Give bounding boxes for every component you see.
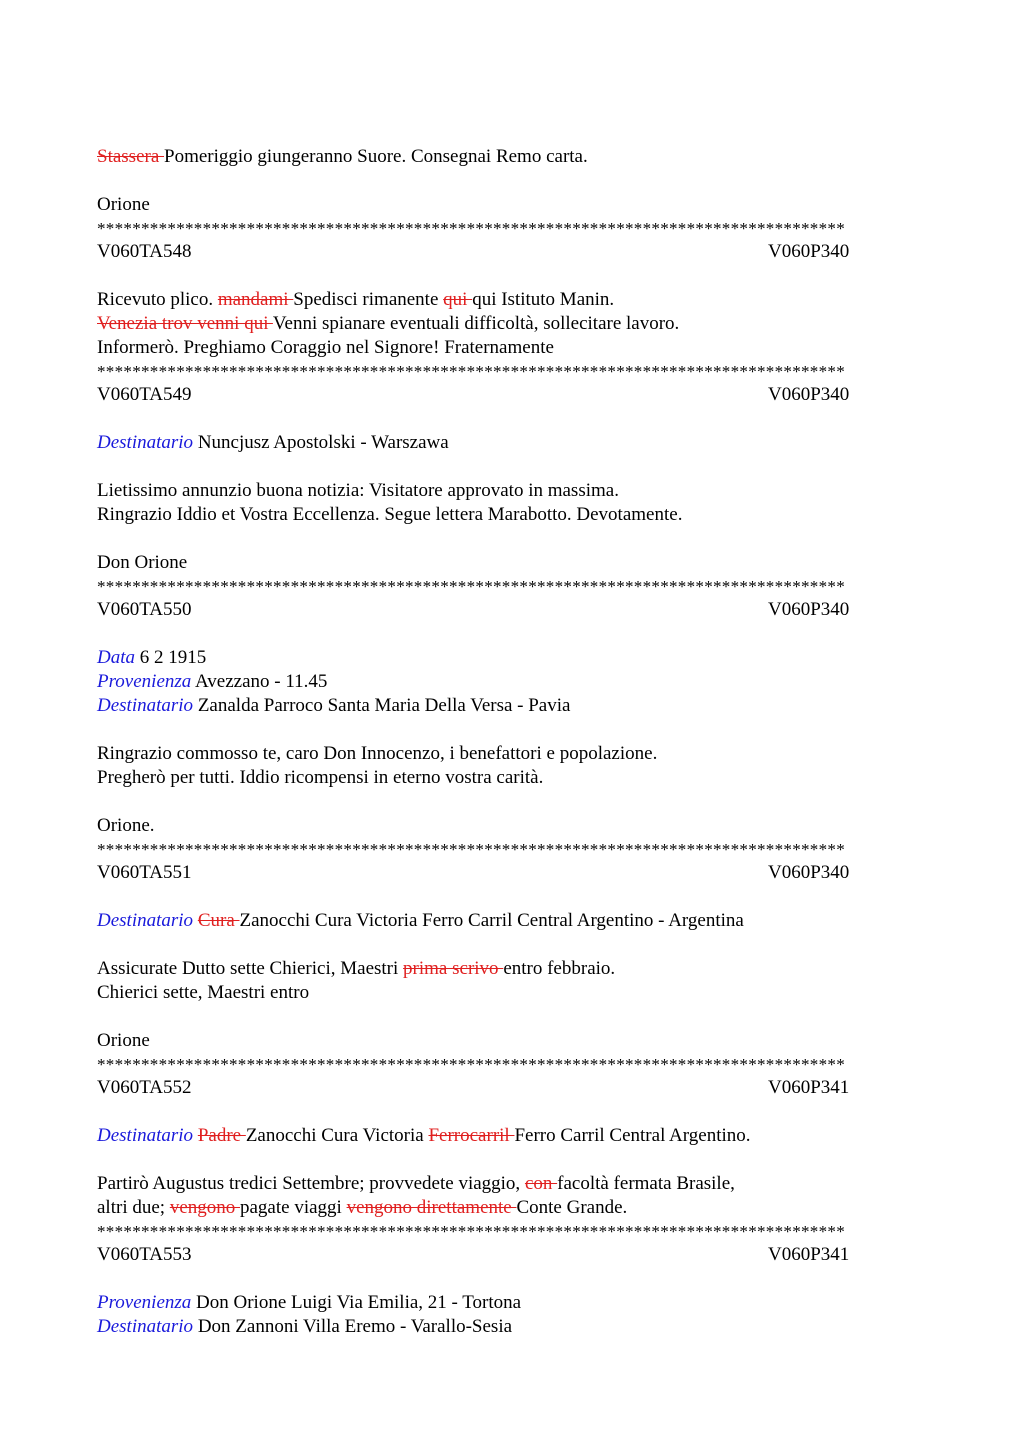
blank-line xyxy=(97,933,927,957)
blank-line xyxy=(97,885,927,909)
signature: Orione. xyxy=(97,815,155,836)
field-label: Destinatario xyxy=(97,1316,194,1337)
field-destinatario xyxy=(97,1315,927,1339)
text-run: pagate viaggi xyxy=(240,1197,347,1218)
page-code: V060P340 xyxy=(768,384,850,405)
deleted-text: Cura xyxy=(197,910,240,931)
text-run: Spedisci rimanente xyxy=(293,289,444,310)
document-code: V060TA548 xyxy=(97,241,192,262)
blank-line xyxy=(97,1005,927,1029)
blank-line xyxy=(97,718,927,742)
page-code: V060P341 xyxy=(768,1244,850,1265)
text-run: Nuncjusz Apostolski - Warszawa xyxy=(197,432,449,453)
field-provenienza xyxy=(97,670,927,694)
body-line xyxy=(97,766,927,790)
body-line xyxy=(97,479,927,503)
page-code: V060P340 xyxy=(768,599,850,620)
signature: Orione xyxy=(97,1030,150,1051)
entry-header xyxy=(97,240,927,264)
body-line xyxy=(97,503,927,527)
field-label: Destinatario xyxy=(97,432,194,453)
deleted-text: Venezia trov venni qui xyxy=(97,313,273,334)
field-destinatario xyxy=(97,909,927,933)
text-run: Ricevuto plico. xyxy=(97,289,218,310)
deleted-text: vengono direttamente xyxy=(346,1197,517,1218)
deleted-text: qui xyxy=(443,289,473,310)
text-run: Informerò. Preghiamo Coraggio nel Signore! Fraternamente xyxy=(97,337,554,358)
text-run: Ferro Carril Central Argentino. xyxy=(514,1125,751,1146)
field-data xyxy=(97,646,927,670)
signature: Don Orione xyxy=(97,552,188,573)
field-provenienza xyxy=(97,1291,927,1315)
blank-line xyxy=(97,407,927,431)
deleted-text: vengono xyxy=(169,1197,240,1218)
deleted-text: con xyxy=(524,1173,558,1194)
deleted-text: prima scrivo xyxy=(403,958,504,979)
entry-header xyxy=(97,598,927,622)
blank-line xyxy=(97,1100,927,1124)
field-destinatario xyxy=(97,694,927,718)
deleted-text: mandami xyxy=(217,289,294,310)
body-line xyxy=(97,288,927,312)
text-run: 6 2 1915 xyxy=(139,647,207,668)
deleted-text: Stassera xyxy=(97,146,165,167)
body-line xyxy=(97,145,927,169)
text-run: Zanalda Parroco Santa Maria Della Versa - Pavia xyxy=(197,695,571,716)
separator-line: ************************************************************************************* xyxy=(97,219,845,238)
blank-line xyxy=(97,1148,927,1172)
document-code: V060TA552 xyxy=(97,1077,192,1098)
blank-line xyxy=(97,455,927,479)
blank-line xyxy=(97,1267,927,1291)
separator-line: ************************************************************************************* xyxy=(97,1222,845,1241)
text-run: Assicurate Dutto sette Chierici, Maestri xyxy=(97,958,404,979)
text-run: Avezzano - 11.45 xyxy=(194,671,328,692)
blank-line xyxy=(97,169,927,193)
text-run: Ringrazio Iddio et Vostra Eccellenza. Segue lettera Marabotto. Devotamente. xyxy=(97,504,683,525)
text-run: Partirò Augustus tredici Settembre; provvedete viaggio, xyxy=(97,1173,525,1194)
text-run: Chierici sette, Maestri entro xyxy=(97,982,310,1003)
text-run: Venni spianare eventuali difficoltà, sollecitare lavoro. xyxy=(272,313,680,334)
field-label: Destinatario xyxy=(97,695,194,716)
document-code: V060TA551 xyxy=(97,862,192,883)
text-run: facoltà fermata Brasile, xyxy=(557,1173,735,1194)
text-run: altri due; xyxy=(97,1197,170,1218)
blank-line xyxy=(97,527,927,551)
document-code: V060TA549 xyxy=(97,384,192,405)
field-label: Provenienza xyxy=(97,671,192,692)
field-label: Destinatario xyxy=(97,910,194,931)
text-run: Don Zannoni Villa Eremo - Varallo-Sesia xyxy=(197,1316,513,1337)
text-run: Pomeriggio giungeranno Suore. Consegnai Remo carta. xyxy=(164,146,588,167)
text-run: qui Istituto Manin. xyxy=(472,289,615,310)
field-label: Provenienza xyxy=(97,1292,192,1313)
separator-line: ************************************************************************************* xyxy=(97,1055,845,1074)
text-run: Lietissimo annunzio buona notizia: Visitatore approvato in massima. xyxy=(97,480,619,501)
blank-line xyxy=(97,622,927,646)
separator-line: ************************************************************************************* xyxy=(97,840,845,859)
field-destinatario xyxy=(97,431,927,455)
deleted-text: Padre xyxy=(197,1125,246,1146)
body-line xyxy=(97,957,927,981)
entry-header xyxy=(97,1076,927,1100)
blank-line xyxy=(97,790,927,814)
body-line xyxy=(97,742,927,766)
text-run: Conte Grande. xyxy=(516,1197,628,1218)
field-destinatario xyxy=(97,1124,927,1148)
text-run: entro febbraio. xyxy=(503,958,616,979)
text-run: Zanocchi Cura Victoria xyxy=(245,1125,429,1146)
body-line xyxy=(97,1196,927,1220)
page-code: V060P340 xyxy=(768,862,850,883)
document-page xyxy=(97,145,927,1339)
separator-line: ************************************************************************************* xyxy=(97,577,845,596)
signature: Orione xyxy=(97,194,150,215)
separator-line: ************************************************************************************* xyxy=(97,362,845,381)
body-line xyxy=(97,312,927,336)
body-line xyxy=(97,1172,927,1196)
field-label: Destinatario xyxy=(97,1125,194,1146)
blank-line xyxy=(97,264,927,288)
body-line xyxy=(97,336,927,360)
text-run: Don Orione Luigi Via Emilia, 21 - Tortona xyxy=(196,1292,522,1313)
page-code: V060P340 xyxy=(768,241,850,262)
text-run: Ringrazio commosso te, caro Don Innocenzo, i benefattori e popolazione. xyxy=(97,743,658,764)
document-code: V060TA553 xyxy=(97,1244,192,1265)
deleted-text: Ferrocarril xyxy=(428,1125,515,1146)
document-code: V060TA550 xyxy=(97,599,192,620)
page-code: V060P341 xyxy=(768,1077,850,1098)
text-run: Zanocchi Cura Victoria Ferro Carril Central Argentino - Argentina xyxy=(239,910,744,931)
entry-header xyxy=(97,861,927,885)
body-line xyxy=(97,981,927,1005)
text-run: Pregherò per tutti. Iddio ricompensi in eterno vostra carità. xyxy=(97,767,544,788)
entry-header xyxy=(97,1243,927,1267)
entry-header xyxy=(97,383,927,407)
field-label: Data xyxy=(97,647,135,668)
